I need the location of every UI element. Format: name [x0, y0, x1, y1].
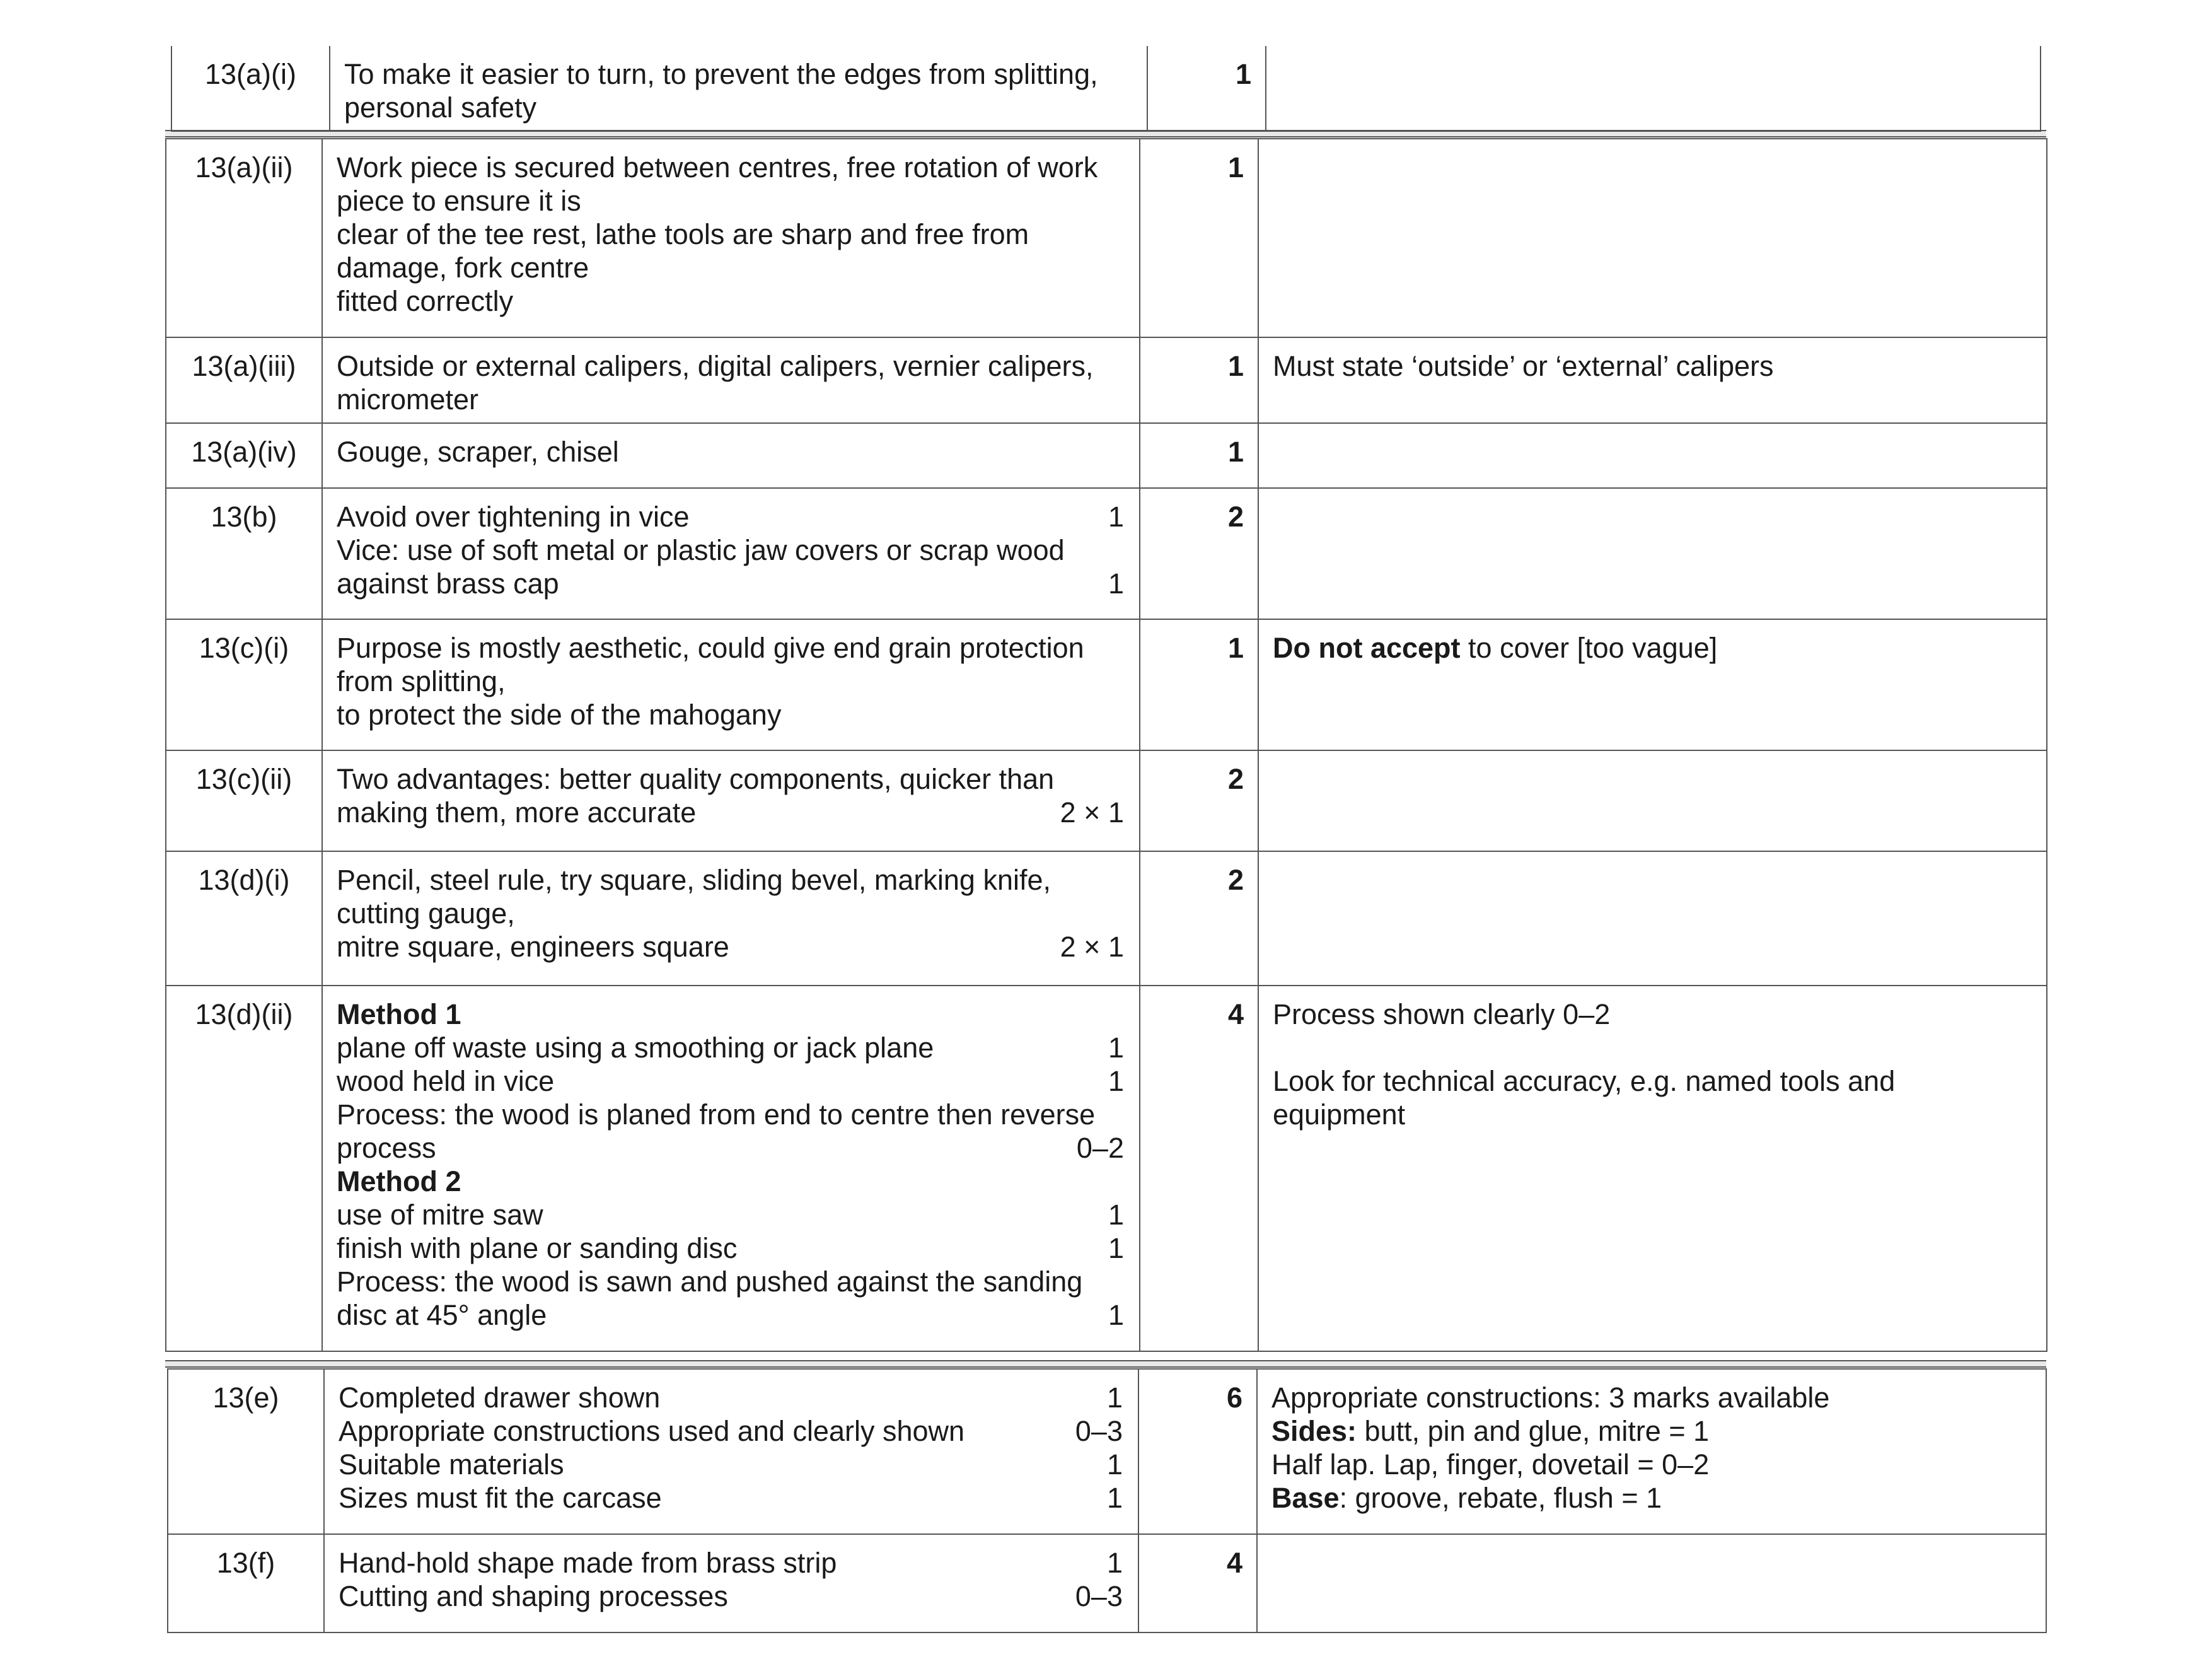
plain-text: cutting gauge, — [337, 897, 515, 929]
line-text — [1273, 1098, 1405, 1131]
answer-line — [339, 1414, 1123, 1448]
marks-cell: 1 — [1140, 423, 1258, 488]
plain-text: micrometer — [337, 383, 479, 416]
answer-cell — [324, 1369, 1138, 1534]
plain-text: Cutting and shaping processes — [339, 1580, 728, 1612]
line-text — [337, 1198, 543, 1231]
answer-line — [337, 1165, 1124, 1198]
line-text — [337, 151, 1097, 183]
mark-scheme-table-top — [171, 46, 2041, 132]
guidance-cell — [1257, 1534, 2046, 1632]
guidance-cell — [1258, 488, 2047, 619]
question-number: 13(a)(iii) — [166, 337, 322, 423]
guidance-cell — [1258, 986, 2047, 1351]
plain-text: disc at 45° angle — [337, 1299, 547, 1331]
plain-text: Look for technical accuracy, e.g. named tools and — [1273, 1065, 1896, 1097]
plain-text: to cover [too vague] — [1460, 632, 1718, 664]
plain-text: making them, more accurate — [337, 796, 697, 829]
bold-text: Do not accept — [1273, 632, 1461, 664]
guidance-cell — [1258, 619, 2047, 750]
table-row — [166, 139, 2047, 337]
line-text — [337, 632, 1084, 664]
answer-line — [339, 1580, 1123, 1613]
plain-text: Process: the wood is sawn and pushed against the sanding — [337, 1266, 1083, 1298]
line-text — [1271, 1415, 1709, 1447]
marks-cell: 6 — [1138, 1369, 1257, 1534]
plain-text: mitre square, engineers square — [337, 931, 729, 963]
answer-line — [337, 1098, 1124, 1131]
plain-text: Completed drawer shown — [339, 1382, 661, 1414]
plain-text: finish with plane or sanding disc — [337, 1232, 738, 1264]
answer-line — [339, 1448, 1123, 1481]
table-break-divider — [165, 1360, 2046, 1368]
plain-text: Must state ‘outside’ or ‘external’ calipers — [1273, 350, 1774, 382]
line-text — [337, 1298, 547, 1332]
line-text — [337, 665, 506, 697]
answer-line — [337, 631, 1124, 665]
marks-cell: 4 — [1138, 1534, 1257, 1632]
mark-allocation: 2 × 1 — [1060, 931, 1124, 963]
plain-text: Avoid over tightening in vice — [337, 501, 690, 533]
marks-cell: 1 — [1140, 337, 1258, 423]
answer-cell — [322, 750, 1140, 851]
line-text — [337, 285, 513, 317]
line-text — [337, 218, 1029, 250]
answer-line — [337, 435, 1124, 468]
answer-cell — [322, 139, 1140, 337]
mark-allocation: 1 — [1108, 1032, 1124, 1064]
answer-cell — [330, 46, 1147, 131]
line-text — [337, 383, 478, 416]
mark-allocation: 0–2 — [1076, 1132, 1124, 1164]
question-number: 13(c)(ii) — [166, 750, 322, 851]
answer-line — [337, 1298, 1124, 1332]
mark-allocation: 1 — [1106, 1482, 1123, 1514]
table-row — [166, 423, 2047, 488]
guidance-cell — [1258, 851, 2047, 986]
answer-line — [337, 1198, 1124, 1231]
line-text — [1273, 998, 1610, 1030]
mark-allocation: 2 × 1 — [1060, 796, 1124, 829]
guidance-line — [1271, 1414, 2030, 1448]
marks-cell: 1 — [1140, 139, 1258, 337]
plain-text: Work piece is secured between centres, free rotation of work — [337, 151, 1098, 183]
mark-allocation: 1 — [1106, 1448, 1123, 1481]
bold-text: Sides: — [1271, 1415, 1357, 1447]
mark-scheme-table-bottom — [167, 1368, 2047, 1633]
plain-text: to protect the side of the mahogany — [337, 699, 782, 731]
marks-cell: 4 — [1140, 986, 1258, 1351]
line-text — [337, 699, 781, 731]
marks-cell: 2 — [1140, 488, 1258, 619]
answer-line — [337, 1131, 1124, 1165]
answer-line — [344, 91, 1132, 124]
line-text — [344, 91, 536, 124]
answer-cell — [322, 986, 1140, 1351]
answer-line — [337, 930, 1124, 963]
answer-line — [337, 383, 1124, 416]
line-text — [337, 1064, 554, 1098]
line-text — [337, 350, 1094, 382]
answer-line — [337, 184, 1124, 218]
line-text — [337, 1165, 461, 1197]
plain-text: Vice: use of soft metal or plastic jaw covers or scrap wood — [337, 534, 1065, 566]
question-number: 13(c)(i) — [166, 619, 322, 750]
answer-cell — [322, 423, 1140, 488]
plain-text: from splitting, — [337, 665, 506, 697]
bold-text: Method 2 — [337, 1165, 461, 1197]
guidance-line — [1271, 1381, 2030, 1414]
guidance-cell — [1258, 337, 2047, 423]
plain-text: Appropriate constructions used and clearly shown — [339, 1415, 965, 1447]
guidance-line — [1273, 1064, 2031, 1098]
guidance-line — [1273, 1098, 2031, 1131]
plain-text: wood held in vice — [337, 1065, 555, 1097]
answer-line — [337, 151, 1124, 184]
answer-line — [337, 349, 1124, 383]
marks-cell: 2 — [1140, 750, 1258, 851]
bold-text: Method 1 — [337, 998, 461, 1030]
table-row — [166, 750, 2047, 851]
guidance-cell — [1258, 423, 2047, 488]
answer-line — [337, 863, 1124, 897]
guidance-cell — [1258, 750, 2047, 851]
line-text — [1271, 1482, 1662, 1514]
question-number: 13(d)(i) — [166, 851, 322, 986]
plain-text: equipment — [1273, 1098, 1406, 1131]
table-row — [166, 986, 2047, 1351]
line-text — [337, 864, 1051, 896]
answer-line — [339, 1381, 1123, 1414]
plain-text: personal safety — [344, 91, 537, 124]
plain-text: Half lap. Lap, finger, dovetail = 0–2 — [1271, 1448, 1710, 1481]
plain-text: Outside or external calipers, digital calipers, vernier calipers, — [337, 350, 1094, 382]
table-row — [166, 488, 2047, 619]
plain-text: To make it easier to turn, to prevent the edges from splitting, — [344, 58, 1098, 90]
line-text — [1273, 632, 1717, 664]
line-text — [337, 1031, 934, 1064]
plain-text: Gouge, scraper, chisel — [337, 436, 619, 468]
plain-text: fitted correctly — [337, 285, 514, 317]
answer-line — [337, 1231, 1124, 1265]
line-text — [337, 1131, 436, 1165]
answer-line — [337, 567, 1124, 600]
line-text — [337, 796, 696, 829]
mark-allocation: 1 — [1106, 1382, 1123, 1414]
mark-allocation: 1 — [1108, 567, 1124, 600]
answer-line — [337, 218, 1124, 251]
line-text — [337, 897, 515, 929]
answer-line — [337, 533, 1124, 567]
bold-text: Base — [1271, 1482, 1340, 1514]
answer-cell — [324, 1534, 1138, 1632]
plain-text: Two advantages: better quality components, quicker than — [337, 763, 1055, 795]
line-text — [337, 500, 690, 533]
table-row — [168, 1534, 2046, 1632]
answer-line — [339, 1546, 1123, 1580]
answer-line — [337, 500, 1124, 533]
plain-text: damage, fork centre — [337, 252, 589, 284]
plain-text: Suitable materials — [339, 1448, 564, 1481]
mark-scheme-table-main — [165, 138, 2047, 1352]
line-text — [1273, 350, 1774, 382]
guidance-line — [1273, 631, 2031, 665]
line-text — [337, 1231, 737, 1265]
table-row — [166, 337, 2047, 423]
line-text — [339, 1448, 564, 1481]
plain-text: Pencil, steel rule, try square, sliding bevel, marking knife, — [337, 864, 1051, 896]
question-number: 13(e) — [168, 1369, 324, 1534]
answer-line — [337, 1265, 1124, 1298]
answer-line — [337, 665, 1124, 698]
guidance-line — [1271, 1448, 2030, 1481]
answer-line — [337, 251, 1124, 284]
line-text — [1271, 1382, 1829, 1414]
line-text — [337, 1266, 1082, 1298]
answer-cell — [322, 337, 1140, 423]
answer-line — [337, 762, 1124, 796]
plain-text: process — [337, 1132, 436, 1164]
marks-cell: 1 — [1140, 619, 1258, 750]
line-text — [337, 436, 619, 468]
line-text — [337, 998, 461, 1030]
line-text — [339, 1381, 660, 1414]
plain-text: Process shown clearly 0–2 — [1273, 998, 1611, 1030]
question-number: 13(a)(ii) — [166, 139, 322, 337]
mark-allocation: 0–3 — [1075, 1415, 1123, 1447]
answer-line — [337, 284, 1124, 318]
line-text — [1273, 1065, 1895, 1097]
answer-line — [339, 1481, 1123, 1515]
mark-allocation: 1 — [1108, 1299, 1124, 1331]
plain-text: : groove, rebate, flush = 1 — [1339, 1482, 1662, 1514]
line-text — [337, 930, 729, 963]
question-number: 13(d)(ii) — [166, 986, 322, 1351]
mark-allocation: 0–3 — [1075, 1580, 1123, 1612]
table-row — [166, 619, 2047, 750]
question-number: 13(b) — [166, 488, 322, 619]
line-text — [339, 1580, 728, 1613]
guidance-line — [1271, 1481, 2030, 1515]
table-row — [168, 1369, 2046, 1534]
plain-text: piece to ensure it is — [337, 185, 581, 217]
question-number: 13(a)(i) — [171, 46, 330, 131]
mark-allocation: 1 — [1108, 501, 1124, 533]
line-text — [337, 763, 1054, 795]
mark-allocation: 1 — [1108, 1065, 1124, 1097]
line-text — [337, 252, 589, 284]
mark-allocation: 1 — [1108, 1232, 1124, 1264]
plain-text: use of mitre saw — [337, 1199, 543, 1231]
plain-text: Sizes must fit the carcase — [339, 1482, 662, 1514]
plain-text: Purpose is mostly aesthetic, could give end grain protection — [337, 632, 1084, 664]
plain-text: Process: the wood is planed from end to centre then reverse — [337, 1098, 1096, 1131]
line-text — [337, 185, 581, 217]
mark-allocation: 1 — [1106, 1547, 1123, 1579]
guidance-cell — [1258, 139, 2047, 337]
line-text — [339, 1414, 964, 1448]
question-number: 13(a)(iv) — [166, 423, 322, 488]
plain-text: Appropriate constructions: 3 marks available — [1271, 1382, 1830, 1414]
answer-line — [337, 1031, 1124, 1064]
answer-cell — [322, 619, 1140, 750]
guidance-line — [1273, 349, 2031, 383]
line-text — [339, 1546, 837, 1580]
table-row — [166, 851, 2047, 986]
answer-line — [337, 998, 1124, 1031]
line-text — [344, 58, 1098, 90]
guidance-line — [1273, 998, 2031, 1031]
answer-line — [337, 897, 1124, 930]
answer-line — [337, 698, 1124, 731]
guidance-line — [1273, 1031, 2031, 1064]
answer-cell — [322, 488, 1140, 619]
marks-cell: 2 — [1140, 851, 1258, 986]
line-text — [337, 1098, 1095, 1131]
plain-text: Hand-hold shape made from brass strip — [339, 1547, 837, 1579]
plain-text: butt, pin and glue, mitre = 1 — [1357, 1415, 1710, 1447]
line-text — [337, 534, 1065, 566]
plain-text: plane off waste using a smoothing or jack plane — [337, 1032, 934, 1064]
answer-cell — [322, 851, 1140, 986]
question-number: 13(f) — [168, 1534, 324, 1632]
plain-text: clear of the tee rest, lathe tools are sharp and free from — [337, 218, 1029, 250]
line-text — [339, 1481, 662, 1515]
guidance-cell — [1257, 1369, 2046, 1534]
answer-line — [337, 796, 1124, 829]
guidance-cell — [1266, 46, 2041, 131]
line-text — [1271, 1448, 1709, 1481]
answer-line — [337, 1064, 1124, 1098]
marks-cell: 1 — [1147, 46, 1266, 131]
plain-text: against brass cap — [337, 567, 559, 600]
line-text — [337, 567, 559, 600]
answer-line — [344, 57, 1132, 91]
mark-allocation: 1 — [1108, 1199, 1124, 1231]
table-row — [171, 46, 2041, 131]
